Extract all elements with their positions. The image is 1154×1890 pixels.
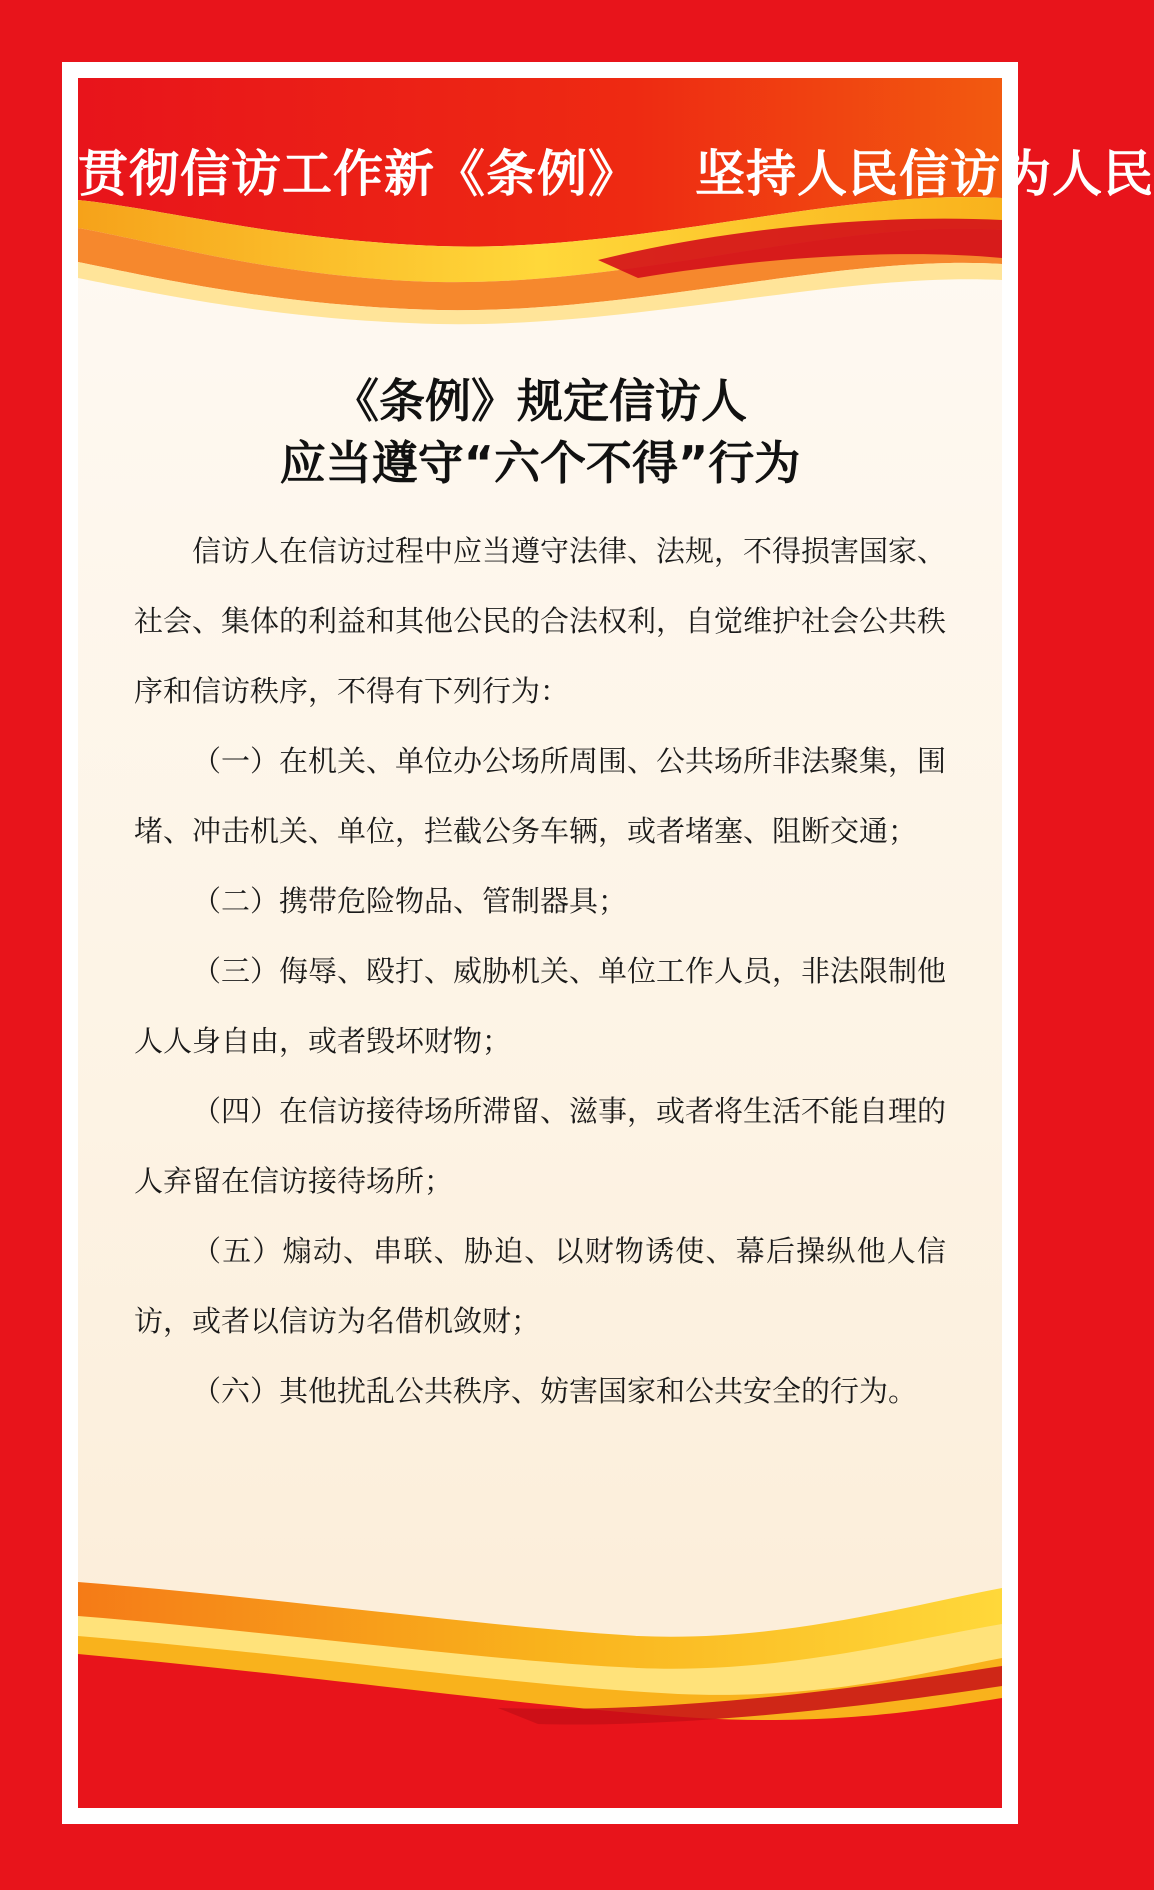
slogan-right: 坚持人民信访为人民 [695,145,1154,203]
title-line-1: 《条例》规定信访人 [333,374,747,428]
slogan-left: 贯彻信访工作新《条例》 [78,145,639,203]
poster-panel [78,78,1154,1808]
intro-paragraph: 信访人在信访过程中应当遵守法律、法规，不得损害国家、社会、集体的利益和其他公民的合法权利，自觉维护社会公共秩序和信访秩序，不得有下列行为： [134,534,947,708]
top-slogan [78,134,1154,206]
page-title [78,370,1002,494]
regulation-text [134,516,946,1426]
rule-item-1: （一）在机关、单位办公场所周围、公共场所非法聚集，围堵、冲击机关、单位，拦截公务车辆，或者堵塞、阻断交通； [134,744,947,848]
rule-item-2: （二）携带危险物品、管制器具； [192,884,628,918]
bottom-wave-decoration [78,1558,1002,1808]
rule-item-6: （六）其他扰乱公共秩序、妨害国家和公共安全的行为。 [192,1374,918,1408]
title-line-2: 应当遵守“六个不得”行为 [279,436,801,490]
top-wave-decoration [78,78,1002,338]
rule-item-5: （五）煽动、串联、胁迫、以财物诱使、幕后操纵他人信访，或者以信访为名借机敛财； [134,1234,946,1338]
rule-item-4: （四）在信访接待场所滞留、滋事，或者将生活不能自理的人弃留在信访接待场所； [134,1094,947,1198]
rule-item-3: （三）侮辱、殴打、威胁机关、单位工作人员，非法限制他人人身自由，或者毁坏财物； [134,954,947,1058]
